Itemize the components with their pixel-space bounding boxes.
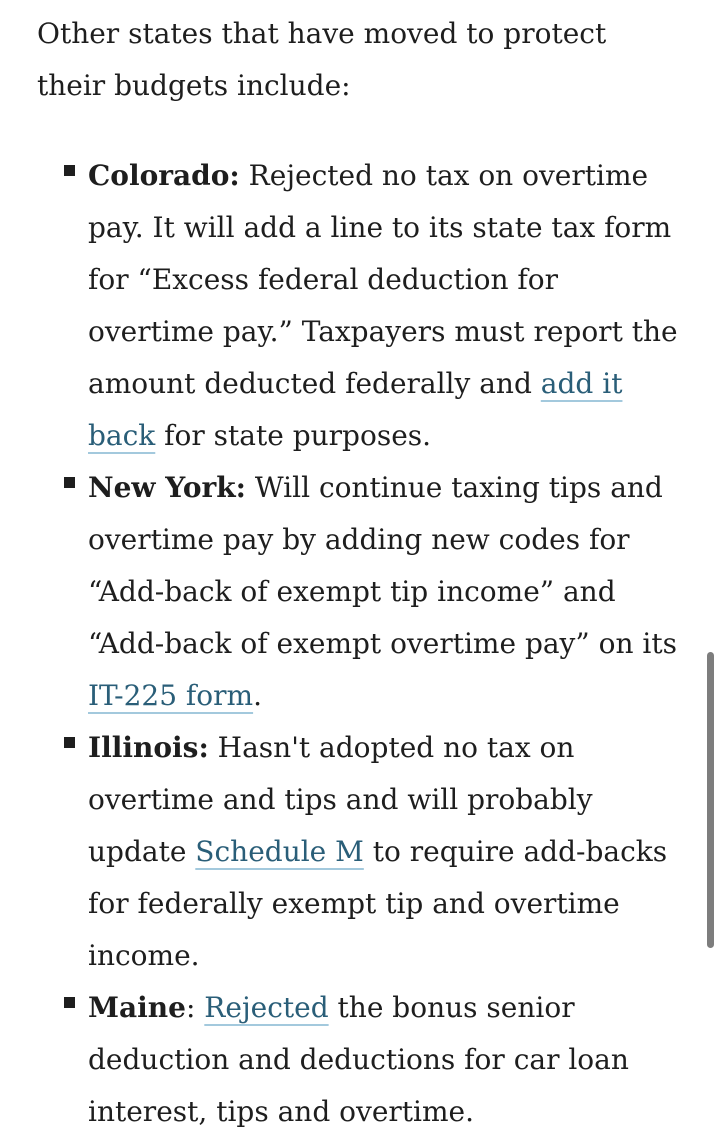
state-name: Colorado: <box>88 159 240 192</box>
list-item-text: Rejected no tax on overtime pay. It will add a line to its state tax form for “Excess federal deduction for overtime pay.” Taxpayers must report the amount deducted federally and add it back for state purposes. <box>88 159 678 452</box>
state-name: Illinois: <box>88 731 209 764</box>
list-item <box>88 982 682 1138</box>
list-item-text: : Rejected the bonus senior deduction and deductions for car loan interest, tips and overtime. <box>88 991 629 1128</box>
list-item <box>88 150 682 462</box>
inline-link[interactable]: Rejected <box>204 991 329 1024</box>
state-name: New York: <box>88 471 246 504</box>
bullet-square-icon <box>64 165 75 176</box>
intro-paragraph: Other states that have moved to protect their budgets include: <box>37 17 607 102</box>
bullet-square-icon <box>64 997 75 1008</box>
inline-link[interactable]: IT-225 form <box>88 679 254 712</box>
inline-link[interactable]: Schedule M <box>195 835 364 868</box>
bullet-square-icon <box>64 477 75 488</box>
inline-link[interactable]: add it back <box>88 367 623 452</box>
list-item <box>88 462 682 722</box>
list-item-text: Will continue taxing tips and overtime pay by adding new codes for “Add-back of exempt tip income” and “Add-back of exempt overtime pay” on its IT-225 form. <box>88 471 677 712</box>
scrollbar-thumb[interactable] <box>707 652 714 948</box>
list-item-text: Hasn't adopted no tax on overtime and tips and will probably update Schedule M to require add-backs for federally exempt tip and overtime income. <box>88 731 668 972</box>
list-item <box>88 722 682 982</box>
bullet-square-icon <box>64 737 75 748</box>
states-list <box>37 150 682 1138</box>
state-name: Maine <box>88 991 186 1024</box>
